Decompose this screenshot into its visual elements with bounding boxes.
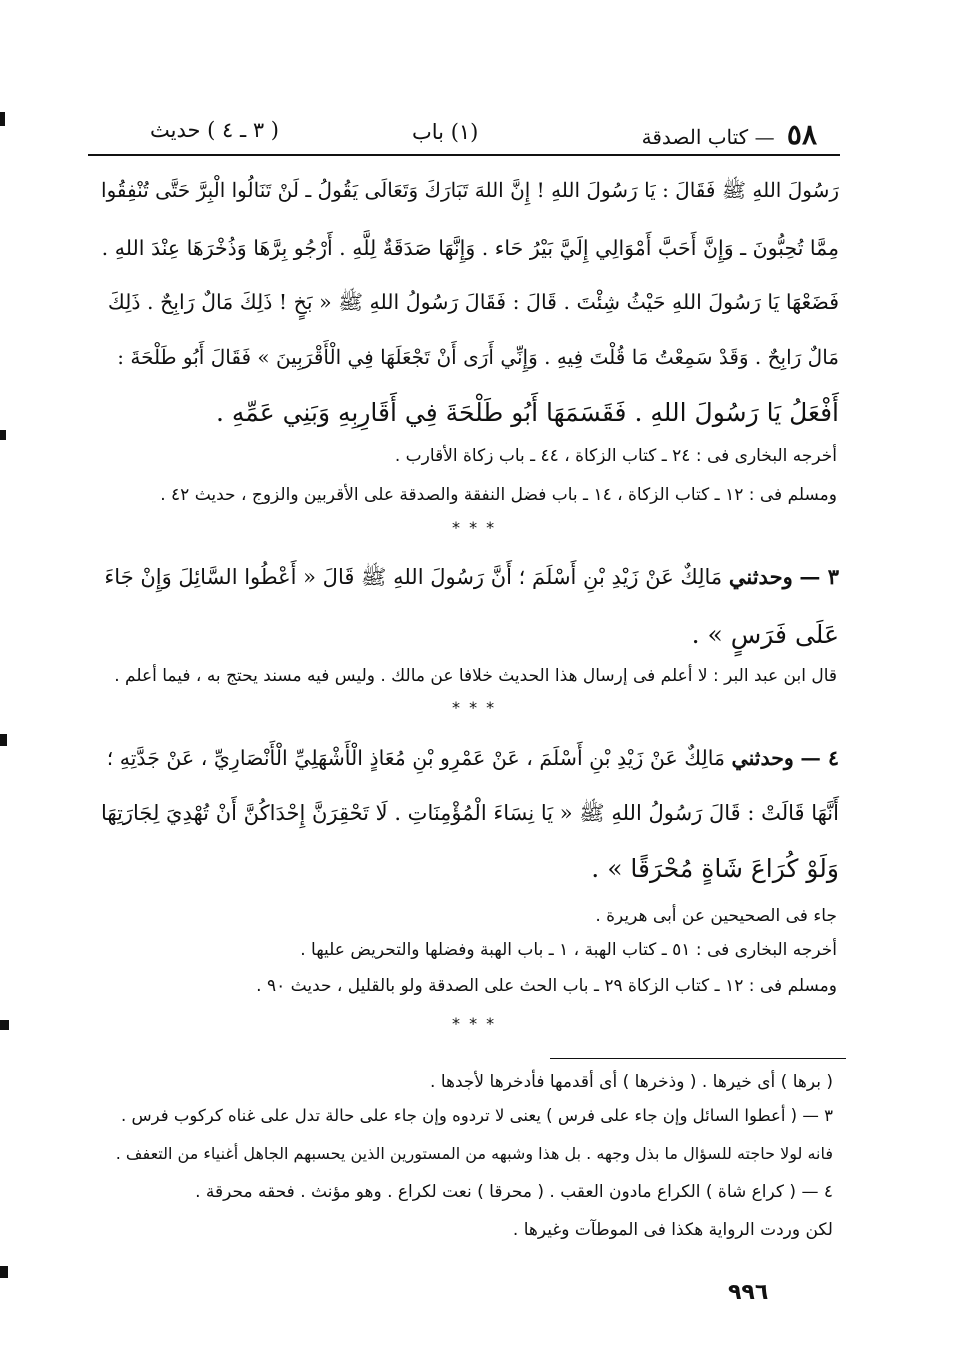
footnote-divider	[550, 1058, 846, 1059]
text-line: مِمَّا تُحِبُّونَ ـ وَإِنَّ أَحَبَّ أَمْوَالِي إِلَيَّ بَيْرُ حَاء . وَإِنَّهَا صَدَقَةٌ لِلَّهِ . أَرْجُو بِرَّهَا وَذُخْرَهَا عِنْدَ اللهِ .	[101, 236, 839, 260]
header-hadith-range: ( ٣ ـ ٤ ) حديث	[150, 118, 279, 142]
separator-asterisks: * * *	[452, 518, 497, 537]
text-line: رَسُولَ اللهِ ﷺ فَقَالَ : يَا رَسُولَ اللهِ ! إِنَّ اللهَ تَبَارَكَ وَتَعَالَى يَقُولُ ـ لَنْ تَنَالُوا الْبِرَّ حَتَّى تُنْفِقُوا	[101, 178, 839, 202]
hadith-4-first-line	[107, 746, 839, 770]
scan-mark	[0, 112, 5, 126]
takhrij-line: أخرجه البخارى فى : ٥١ ـ كتاب الهبة ، ١ ـ باب الهبة وفضلها والتحريض عليها .	[300, 940, 837, 960]
footnote-line: ٤ — ( كراع شاة ) الكراع مادون العقب . ( محرقا ) نعت لكراع . وهو مؤنث . فحقه محرقة .	[195, 1182, 833, 1202]
text-line: فَضَعْهَا يَا رَسُولَ اللهِ حَيْثُ شِئْتَ . قَالَ : فَقَالَ رَسُولُ اللهِ ﷺ « بَخٍ ! ذَلِكَ مَالٌ رَابِحٌ . ذَلِكَ	[107, 290, 839, 314]
text-line: عَلَى فَرَسٍ » .	[691, 620, 839, 649]
footnote-line: ( برها ) أى خيرها . ( وذخرها ) أى أقدمها فأدخرها لأجدها .	[430, 1072, 833, 1092]
separator-asterisks: * * *	[452, 698, 497, 717]
takhrij-line: ومسلم فى : ١٢ ـ كتاب الزكاة ٢٩ ـ باب الحث على الصدقة ولو بالقليل ، حديث ٩٠ .	[256, 976, 837, 996]
page-number: ٩٩٦	[728, 1280, 769, 1305]
hadith-3-note: قال ابن عبد البر : لا أعلم فى إرسال هذا الحديث خلافا عن مالك . وليس فيه مسند يحتج به ، فيما أعلم .	[114, 666, 837, 686]
header-divider	[88, 154, 840, 156]
scan-mark	[0, 734, 7, 746]
text-line: مَالٌ رَابِحٌ . وَقَدْ سَمِعْتُ مَا قُلْتَ فِيهِ . وَإِنِّي أَرَى أَنْ تَجْعَلَهَا فِي الْأَقْرَبِينَ » فَقَالَ أَبُو طَلْحَةَ :	[117, 345, 839, 369]
hadith-number: ٤ —	[800, 746, 839, 770]
separator-asterisks: * * *	[452, 1014, 497, 1033]
header-page-number: ٥٨	[786, 118, 817, 151]
hadith-keyword: وحدثني	[728, 564, 793, 589]
text-line: أَفْعَلُ يَا رَسُولَ اللهِ . فَقَسَمَهَا أَبُو طَلْحَةَ فِي أَقَارِبِهِ وَبَنِي عَمِّهِ .	[215, 398, 839, 427]
footnote-line: فانه لولا حاجته للسؤال ما بذل وجهه . بل هذا وشبهه من المستورين الذين يحسبهم الجاهل أغنياء من التعفف .	[115, 1144, 833, 1163]
takhrij-line: ومسلم فى : ١٢ ـ كتاب الزكاة ، ١٤ ـ باب فضل النفقة والصدقة على الأقربين والزوج ، حديث ٤٢ .	[160, 485, 837, 505]
takhrij-line: أخرجه البخارى فى : ٢٤ ـ كتاب الزكاة ، ٤٤ ـ باب زكاة الأقارب .	[394, 446, 837, 466]
takhrij-line: جاء فى الصحيحين عن أبى هريرة .	[595, 906, 837, 926]
hadith-text: مَالِكٌ عَنْ زَيْدِ بْنِ أَسْلَمَ ، عَنْ عَمْرِو بْنِ مُعَاذٍ الْأَشْهَلِيِّ الْأَنْصَارِيِّ ، عَنْ جَدَّتِهِ ؛	[106, 746, 725, 770]
scan-mark	[0, 1020, 9, 1030]
hadith-3-first-line	[104, 564, 839, 595]
scan-mark	[0, 1266, 8, 1278]
hadith-keyword: وحدثني	[731, 746, 794, 770]
header-chapter-title: — كتاب الصدقة	[641, 125, 775, 149]
running-header-chapter	[642, 118, 817, 151]
scan-mark	[0, 430, 6, 440]
footnote-line: ٣ — ( أعطوا السائل وإن جاء على فرس ) يعنى لا تردوه وإن جاء على حالة تدل على غناه كركوب فرس .	[120, 1106, 833, 1125]
header-bab: (١) باب	[412, 120, 479, 144]
text-line: أَنَّهَا قَالَتْ : قَالَ رَسُولُ اللهِ ﷺ « يَا نِسَاءَ الْمُؤْمِنَاتِ . لَا تَحْقِرَنَّ إِحْدَاكُنَّ أَنْ تُهْدِيَ لِجَارَتِهَا	[100, 801, 839, 825]
text-line: وَلَوْ كُرَاعَ شَاةٍ مُحْرَقًا » .	[591, 854, 839, 883]
footnote-line: لكن وردت الرواية هكذا فى الموطآت وغيرها .	[512, 1220, 833, 1240]
hadith-text: مَالِكٌ عَنْ زَيْدِ بْنِ أَسْلَمَ ؛ أَنَّ رَسُولَ اللهِ ﷺ قَالَ « أَعْطُوا السَّائِلَ وَإِنْ جَاءَ	[104, 565, 723, 589]
hadith-number: ٣ —	[799, 564, 839, 589]
